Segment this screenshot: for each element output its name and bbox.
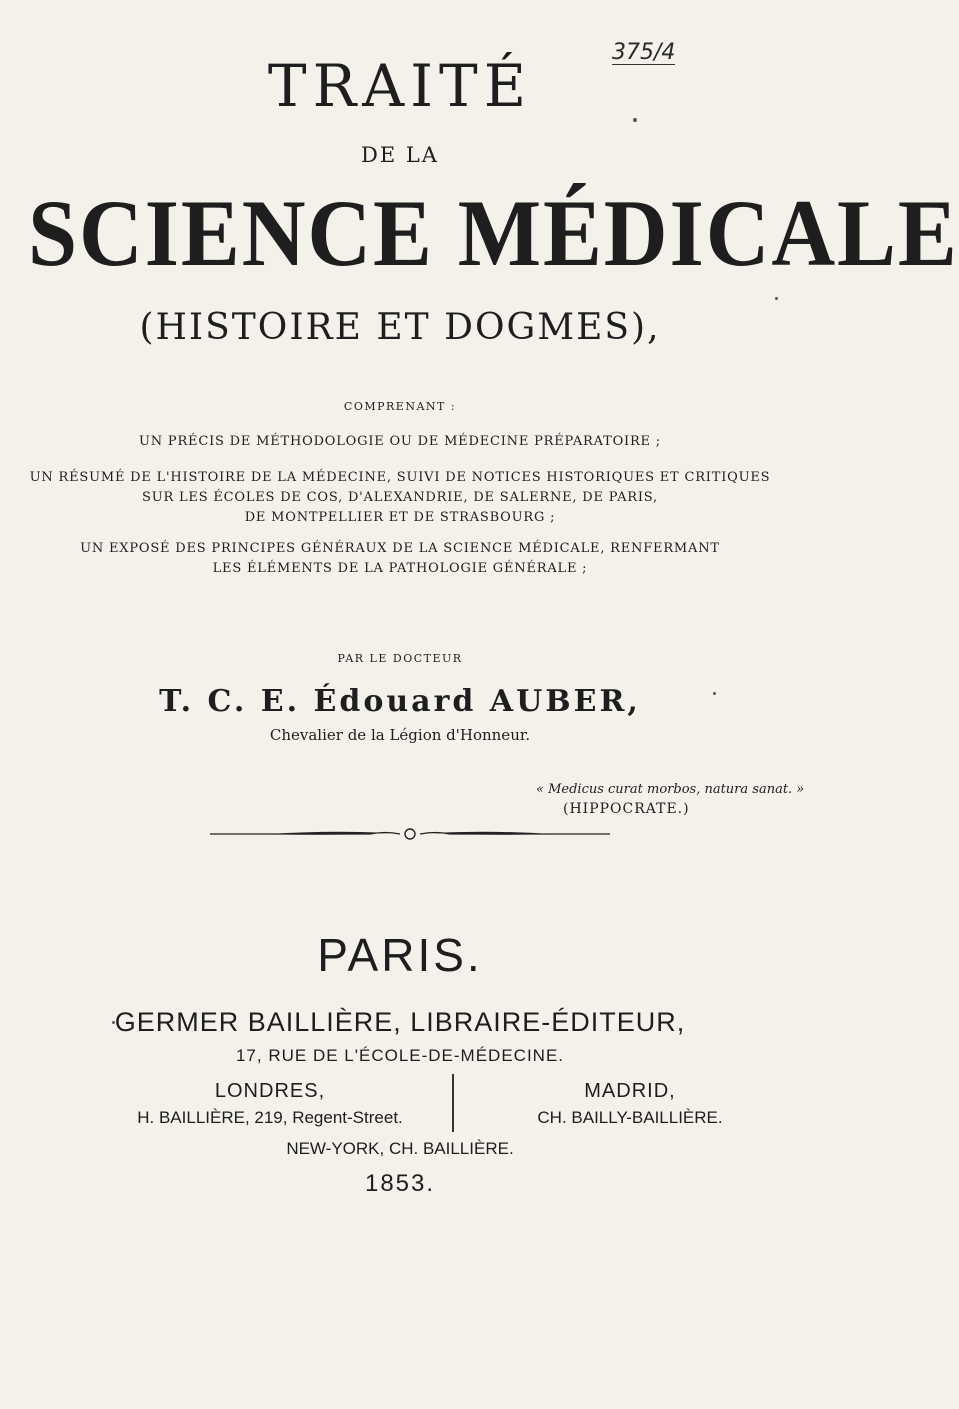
- contents-item-1: UN PRÉCIS DE MÉTHODOLOGIE OU DE MÉDECINE PRÉPARATOIRE ;: [139, 434, 661, 449]
- contents-item-2-line-3: DE MONTPELLIER ET DE STRASBOURG ;: [244, 510, 556, 525]
- author-name: T. C. E. Édouard AUBER,: [159, 684, 641, 719]
- paper-speck: [633, 118, 637, 122]
- author-intro: PAR LE DOCTEUR: [337, 652, 463, 665]
- imprint-year: 1853.: [364, 1170, 436, 1197]
- london-city: LONDRES,: [214, 1080, 326, 1102]
- contents-item-2-line-1: UN RÉSUMÉ DE L'HISTOIRE DE LA MÉDECINE, SUIVI DE NOTICES HISTORIQUES ET CRITIQUES: [29, 470, 771, 485]
- author-honor: Chevalier de la Légion d'Honneur.: [269, 726, 531, 744]
- paper-speck: [775, 297, 778, 300]
- madrid-address: CH. BAILLY-BAILLIÈRE.: [537, 1108, 723, 1127]
- column-divider: [452, 1074, 454, 1132]
- contents-item-3-line-2: LES ÉLÉMENTS DE LA PATHOLOGIE GÉNÉRALE ;: [212, 561, 588, 576]
- title-science-medicale: SCIENCE MÉDICALE: [28, 180, 959, 286]
- imprint-publisher: GERMER BAILLIÈRE, LIBRAIRE-ÉDITEUR,: [114, 1007, 686, 1037]
- title-traite: TRAITÉ: [267, 52, 533, 120]
- title-histoire-dogmes: (HISTOIRE ET DOGMES),: [139, 307, 661, 348]
- epigraph-text: « Medicus curat morbos, natura sanat. »: [536, 782, 805, 797]
- madrid-city: MADRID,: [584, 1080, 676, 1102]
- imprint-newyork: NEW-YORK, CH. BAILLIÈRE.: [286, 1139, 514, 1158]
- contents-item-3-line-1: UN EXPOSÉ DES PRINCIPES GÉNÉRAUX DE LA SCIENCE MÉDICALE, RENFERMANT: [80, 541, 720, 556]
- contents-item-2-line-2: SUR LES ÉCOLES DE COS, D'ALEXANDRIE, DE SALERNE, DE PARIS,: [142, 490, 658, 505]
- handwritten-shelfmark: 375/4: [612, 40, 676, 65]
- epigraph-attribution: (HIPPOCRATE.): [563, 801, 690, 817]
- imprint-address: 17, RUE DE L'ÉCOLE-DE-MÉDECINE.: [235, 1046, 565, 1065]
- contents-intro: COMPRENANT :: [343, 400, 457, 413]
- title-de-la: DE LA: [361, 143, 439, 167]
- paper-speck: [713, 692, 716, 695]
- imprint-city: PARIS.: [317, 929, 483, 981]
- london-address: H. BAILLIÈRE, 219, Regent-Street.: [137, 1108, 403, 1127]
- paper-speck: [112, 1021, 115, 1024]
- ornament-divider: [210, 822, 610, 846]
